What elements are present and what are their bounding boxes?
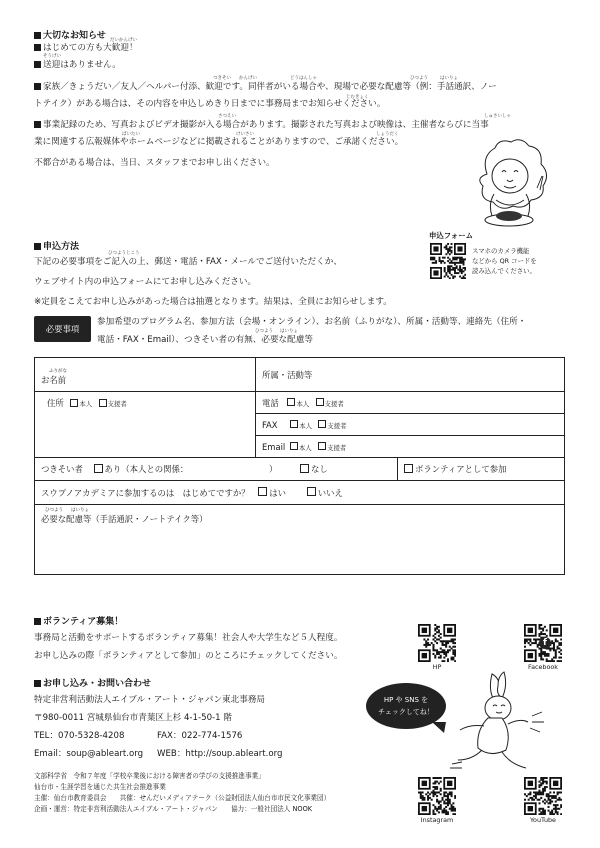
apply-line-1: 下記の必要事項をご記入の上、郵送・電話・FAX・メールでご送付いただくか、 <box>34 257 342 267</box>
ruby: そうげい <box>43 54 61 59</box>
required-items-line-1: 参加希望のプログラム名、参加方法（会場・オンライン）、お名前（ふりがな）、所属・活動等、連絡先（住所・ <box>97 317 527 327</box>
required-badge: 必要事項 <box>34 316 91 342</box>
apply-line-2: ウェブサイト内の申込フォームにてお申し込みください。 <box>34 277 257 287</box>
companion-cell[interactable]: つきそい者 あり（本人との関係： ） なし <box>35 458 398 481</box>
contact-web[interactable]: WEB：http://soup.ableart.org <box>157 749 283 759</box>
qr-form-label: 申込フォーム <box>429 231 473 240</box>
apply-heading: 申込方法 <box>34 239 79 252</box>
notice-bullet-4-cont: 業に関連する広報媒体やホームページなどに掲載されることがありますので、ご承諾ください。 <box>34 137 404 147</box>
volunteer-checkbox-cell[interactable]: ボランティアとして参加 <box>398 458 565 481</box>
phone-cell[interactable]: 電話 本人 支援者 <box>256 392 565 414</box>
email-cell[interactable]: Email 本人 支援者 <box>256 436 565 458</box>
ruby: しょうだく <box>376 132 399 137</box>
volunteer-heading: ボランティア募集！ <box>34 614 123 627</box>
ruby: どうはんしゃ <box>290 76 317 81</box>
application-form <box>34 357 565 575</box>
qr-label-instagram: Instagram <box>420 816 454 824</box>
rabbit-mascot-illustration <box>448 668 548 780</box>
notice-bullet-4: 事業記録のため、写真およびビデオ撮影が入る場合があります。撮影された写真および映像は、主催者ならびに当事 <box>34 119 489 132</box>
qr-code-icon[interactable] <box>418 777 456 815</box>
speech-bubble: HP や SNS を チェックしてね！ <box>366 683 446 729</box>
notice-heading: 大切なお知らせ <box>34 28 106 41</box>
qr-label-hp: HP <box>432 663 442 671</box>
ruby: はいりょ <box>440 76 458 81</box>
contact-email[interactable]: Email：soup@ableart.org <box>34 749 144 759</box>
credits: 文部科学省 令和７年度「学校卒業後における障害者の学びの支援推進事業」 仙台市・生涯学習を通じた共生社会推進事業 主催：仙台市教育委員会 共催：せんだいメディアテーク（公益財団法人仙台市市民文化事業団） 企画・運営：特定非営利活動法人エイブル・アート・ジャパン 協力：一般社団法人 NOOK <box>34 772 331 813</box>
contact-fax: FAX：022-774-1576 <box>157 731 243 741</box>
volunteer-line-2: お申し込みの際「ボランティアとして参加」のところにチェックしてください。 <box>34 651 343 661</box>
notice-bullet-2: 送迎はありません。 <box>34 59 121 72</box>
ruby: ばいたい <box>122 132 140 137</box>
ruby: じむきょく <box>346 95 369 100</box>
ruby: さつえい <box>218 114 236 119</box>
care-needs-cell[interactable]: ひつよう はいりょ 必要な配慮等（手話通訳・ノートテイク等） <box>35 505 565 575</box>
affiliation-cell[interactable]: 所属・活動等 <box>256 358 565 392</box>
name-cell[interactable]: ふりがな お名前 <box>35 358 256 392</box>
bubble-tail <box>432 722 446 734</box>
apply-line-3: ※定員をこえてお申し込みがあった場合は抽選となります。結果は、全員にお知らせします。 <box>34 297 392 307</box>
contact-address: 〒980-0011 宮城県仙台市青葉区上杉 4-1-50-1 階 <box>34 713 232 723</box>
notice-bullet-3: 家族／きょうだい／友人／ヘルパー付添、歓迎です。同伴者がいる場合や、現場で必要な配慮等（例：手話通訳、ノー <box>34 81 497 94</box>
ruby: ひつよう <box>255 329 273 334</box>
ruby: だいかんげい <box>110 38 137 43</box>
qr-form-instructions: スマホのカメラ機能 などから QR コードを 読み込んでください。 <box>472 247 537 275</box>
qr-label-youtube: YouTube <box>530 816 556 824</box>
first-time-cell[interactable]: スウプノアカデミアに参加するのは はじめてですか？ はい いいえ <box>35 481 565 505</box>
ruby: かんげい <box>239 76 257 81</box>
ruby: はいりょ <box>280 329 298 334</box>
contact-tel[interactable]: TEL：070-5328-4208 <box>34 731 125 741</box>
qr-label-facebook: Facebook <box>527 663 559 671</box>
companion-none-checkbox[interactable]: なし <box>300 464 328 474</box>
qr-code-icon[interactable] <box>418 624 456 662</box>
fax-cell[interactable]: FAX 本人 支援者 <box>256 414 565 436</box>
qr-code-icon[interactable] <box>524 777 562 815</box>
ruby: ひつよう <box>410 76 428 81</box>
contact-heading: お申し込み・お問い合わせ <box>34 676 151 689</box>
facebook-icon: f <box>539 637 551 649</box>
ruby: けいさい <box>236 132 254 137</box>
ruby: しゅさいしゃ <box>484 114 511 119</box>
notice-bullet-3-cont: トテイク）がある場合は、その内容を申込しめきり日までに事務局までお知らせください。 <box>34 99 386 109</box>
notice-bullet-1: はじめての方も大歓迎！ <box>34 42 138 55</box>
ruby: ひつようじこう <box>108 251 140 256</box>
lion-mascot-illustration <box>452 134 562 234</box>
qr-code-icon[interactable] <box>430 243 466 279</box>
required-items-line-2: 電話・FAX・Email）、つきそい者の有無、必要な配慮等 <box>97 335 313 345</box>
ruby: つきそい <box>213 76 231 81</box>
notice-line-5: 不都合がある場合は、当日、スタッフまでお申し出ください。 <box>34 158 275 168</box>
address-cell[interactable]: 住所 本人 支援者 <box>35 392 256 458</box>
contact-org: 特定非営利活動法人エイブル・アート・ジャパン東北事務局 <box>34 695 266 705</box>
volunteer-line-1: 事務局と活動をサポートするボランティア募集！社会人や大学生など５人程度。 <box>34 633 343 643</box>
